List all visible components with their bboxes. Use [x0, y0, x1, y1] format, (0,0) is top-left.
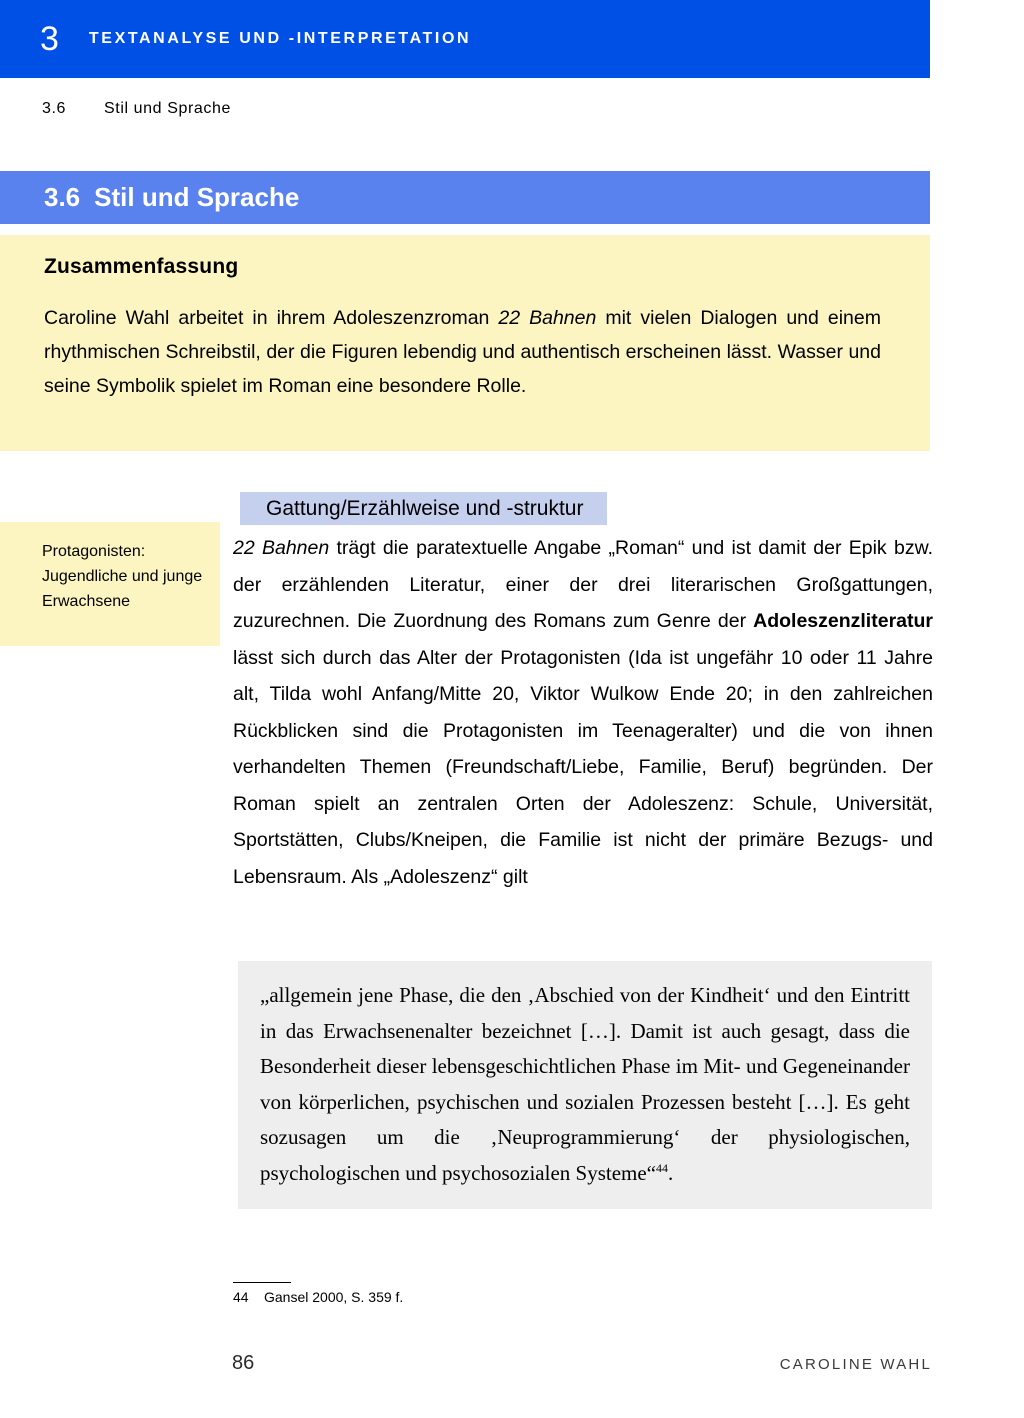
quote-trailing-period: . [668, 1160, 674, 1185]
summary-box [0, 235, 930, 451]
summary-text-part1: Caroline Wahl arbeitet in ihrem Adoleszenzroman [44, 307, 499, 329]
chapter-title: TEXTANALYSE UND -INTERPRETATION [88, 30, 472, 47]
summary-text-part2: mit vielen Dialogen und einem rhythmischen Schreibstil, der die Figuren lebendig und authentisch erscheinen lässt. Wasser und seine Symbolik spielet im Roman eine besondere Rolle. [44, 307, 881, 397]
page-footer [0, 1352, 1024, 1382]
block-quote-box [238, 961, 932, 1209]
footnote-separator-rule [233, 1282, 291, 1283]
subsection-heading-text: Gattung/Erzählweise und -struktur [266, 496, 584, 520]
summary-book-title: 22 Bahnen [498, 307, 597, 329]
footnote-number: 44 [233, 1289, 249, 1305]
quote-body: „allgemein jene Phase, die den ‚Abschied von der Kindheit‘ und den Eintritt in das Erwachsenenalter bezeichnet […]. Damit ist auch gesagt, dass die Besonderheit dieser lebensgeschichtlichen Phase im Mit- und Gegeneinander von körperlichen, psychischen und sozialen Prozessen besteht […]. Es geht sozusagen um die ‚Neuprogrammierung‘ der physiologischen, psychologischen und psychosozialen Systeme“ [260, 983, 910, 1185]
body-keyword-adoleszenzliteratur: Adoleszenzliteratur [753, 610, 933, 632]
section-number: 3.6 [44, 182, 81, 212]
body-book-title: 22 Bahnen [233, 537, 330, 559]
chapter-number: 3 [40, 20, 59, 58]
footnote-reference-marker[interactable]: 44 [656, 1160, 669, 1175]
running-head [42, 100, 231, 118]
margin-note-text: Protagonisten: Jugendliche und junge Erwachsene [42, 543, 203, 610]
summary-heading: Zusammenfassung [44, 255, 239, 278]
summary-text [44, 301, 886, 403]
section-title-bar [0, 171, 930, 224]
running-head-number: 3.6 [42, 100, 67, 117]
body-text-part1: trägt die paratextuelle Angabe „Roman“ und ist damit der Epik bzw. der erzählenden Literatur, einer der drei literarischen Großgattungen, zuzurechnen. Die Zuordnung des Romans zum Genre der [233, 537, 933, 632]
section-title: Stil und Sprache [94, 182, 300, 212]
footer-author-title: CAROLINE WAHL [779, 1356, 932, 1373]
block-quote-text [260, 978, 910, 1191]
page-number: 86 [232, 1352, 255, 1374]
margin-note [0, 522, 220, 646]
footnote [233, 1289, 403, 1305]
running-head-title: Stil und Sprache [104, 100, 232, 117]
body-text-part2: lässt sich durch das Alter der Protagonisten (Ida ist ungefähr 10 oder 11 Jahre alt, Tilda wohl Anfang/Mitte 20, Viktor Wulkow Ende 20; in den zahlreichen Rückblicken sind die Protagonisten im Teenageralter) und die von ihnen verhandelten Themen (Freundschaft/Liebe, Familie, Beruf) begründen. Der Roman spielt an zentralen Orten der Adoleszenz: Schule, Universität, Sportstätten, Clubs/Kneipen, die Familie ist nicht der primäre Bezugs- und Lebensraum. Als „Adoleszenz“ gilt [233, 646, 933, 888]
footnote-text: Gansel 2000, S. 359 f. [264, 1289, 404, 1305]
subsection-heading-bar [240, 492, 607, 525]
body-column [233, 530, 933, 895]
chapter-header-bar [0, 0, 930, 78]
body-paragraph [233, 530, 933, 895]
